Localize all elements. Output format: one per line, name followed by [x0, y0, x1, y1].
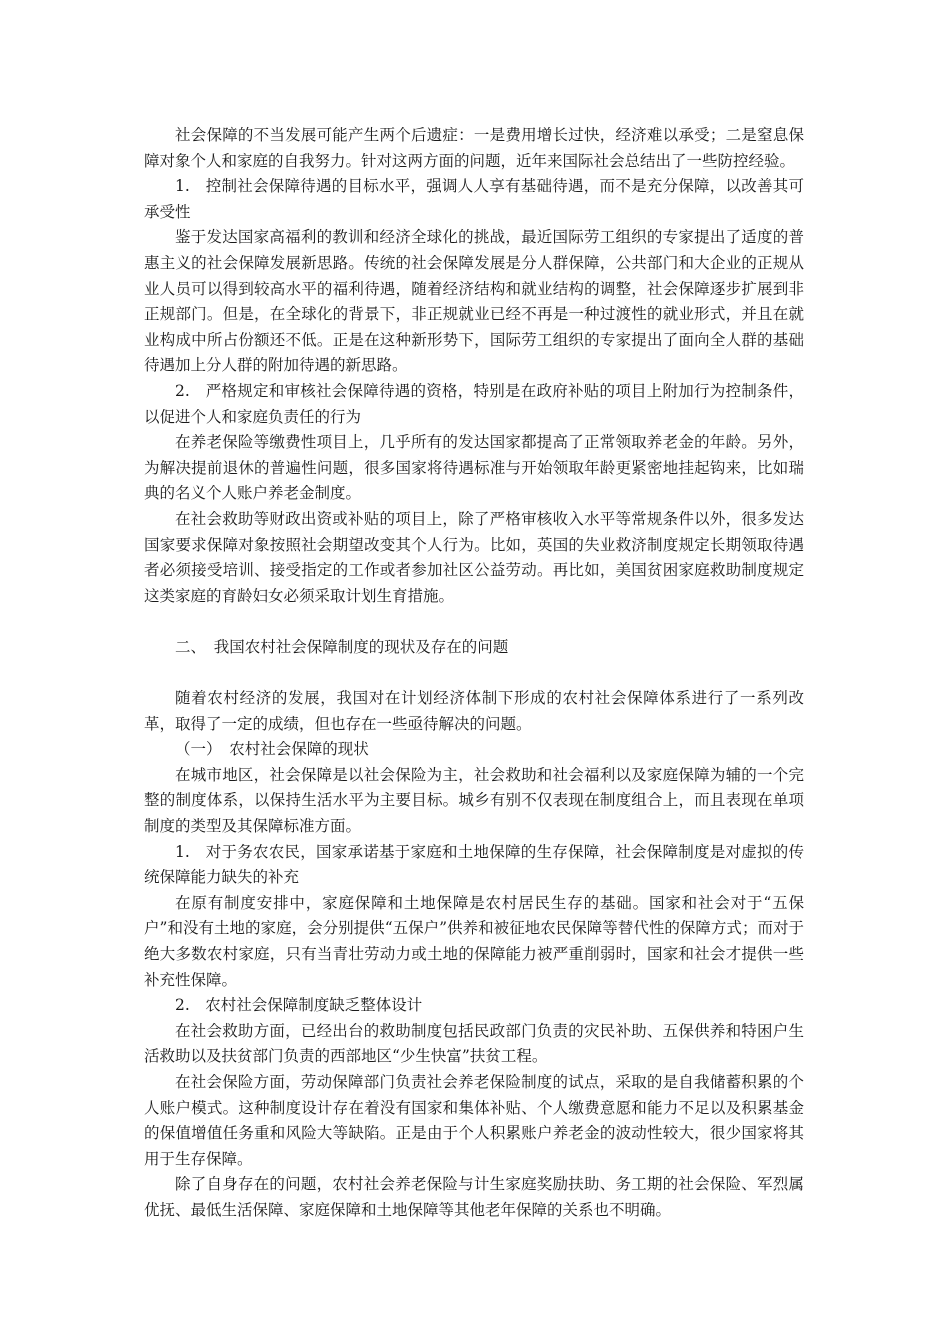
spacer [144, 609, 804, 635]
subsection-heading: （一） 农村社会保障的现状 [175, 740, 369, 759]
paragraph: 在社会保险方面，劳动保障部门负责社会养老保险制度的试点，采取的是自我储蓄积累的个人账户模式。这种制度设计存在着没有国家和集体补贴、个人缴费意愿和能力不足以及积累基金的保值增值任务重和风险大等缺陷。正是由于个人积累账户养老金的波动性较大，很少国家将其用于生存保障。 [144, 1072, 804, 1168]
paragraph: 在社会救助方面，已经出台的救助制度包括民政部门负责的灾民补助、五保供养和特困户生活救助以及扶贫部门负责的西部地区“少生快富”扶贫工程。 [144, 1021, 804, 1066]
paragraph: 在养老保险等缴费性项目上，几乎所有的发达国家都提高了正常领取养老金的年龄。另外，为解决提前退休的普遍性问题，很多国家将待遇标准与开始领取年龄更紧密地挂起钩来，比如瑞典的名义个人账户养老金制度。 [144, 433, 804, 503]
paragraph: 除了自身存在的问题，农村社会养老保险与计生家庭奖励扶助、务工期的社会保险、军烈属优抚、最低生活保障、家庭保障和土地保障等其他老年保障的关系也不明确。 [144, 1175, 804, 1219]
document-body [144, 123, 804, 1224]
paragraph: 在城市地区，社会保障是以社会保险为主，社会救助和社会福利以及家庭保障为辅的一个完整的制度体系，以保持生活水平为主要目标。城乡有别不仅表现在制度组合上，而且表现在单项制度的类型及其保障标准方面。 [144, 765, 804, 836]
paragraph: 随着农村经济的发展，我国对在计划经济体制下形成的农村社会保障体系进行了一系列改革，取得了一定的成绩，但也存在一些亟待解决的问题。 [144, 689, 804, 733]
subheading-2: 2. 严格规定和审核社会保障待遇的资格，特别是在政府补贴的项目上附加行为控制条件，以促进个人和家庭负责任的行为 [144, 381, 804, 426]
section-heading: 二、 我国农村社会保障制度的现状及存在的问题 [175, 637, 509, 656]
subheading-3: 1. 对于务农农民，国家承诺基于家庭和土地保障的生存保障，社会保障制度是对虚拟的传统保障能力缺失的补充 [144, 842, 804, 887]
subheading-4: 2. 农村社会保障制度缺乏整体设计 [175, 996, 423, 1015]
spacer [144, 660, 804, 686]
paragraph: 鉴于发达国家高福利的教训和经济全球化的挑战，最近国际劳工组织的专家提出了适度的普惠主义的社会保障发展新思路。传统的社会保障发展是分人群保障，公共部门和大企业的正规从业人员可以得到较高水平的福利待遇，随着经济结构和就业结构的调整，社会保障逐步扩展到非正规部门。但是，在全球化的背景下，非正规就业已经不再是一种过渡性的就业形式，并且在就业构成中所占份额还不低。正是在这种新形势下，国际劳工组织的专家提出了面向全人群的基础待遇加上分人群的附加待遇的新思路。 [144, 228, 804, 375]
subheading-1: 1. 控制社会保障待遇的目标水平，强调人人享有基础待遇，而不是充分保障，以改善其可承受性 [144, 177, 804, 221]
paragraph: 在原有制度安排中，家庭保障和土地保障是农村居民生存的基础。国家和社会对于“五保户”和没有土地的家庭，会分别提供“五保户”供养和被征地农民保障等替代性的保障方式；而对于绝大多数农村家庭，只有当青壮劳动力或土地的保障能力被严重削弱时，国家和社会才提供一些补充性保障。 [144, 893, 804, 989]
paragraph-intro: 社会保障的不当发展可能产生两个后遗症：一是费用增长过快，经济难以承受；二是窒息保障对象个人和家庭的自我努力。针对这两方面的问题，近年来国际社会总结出了一些防控经验。 [144, 126, 804, 170]
paragraph: 在社会救助等财政出资或补贴的项目上，除了严格审核收入水平等常规条件以外，很多发达国家要求保障对象按照社会期望改变其个人行为。比如，英国的失业救济制度规定长期领取待遇者必须接受培训、接受指定的工作或者参加社区公益劳动。再比如，美国贫困家庭救助制度规定这类家庭的育龄妇女必须采取计划生育措施。 [144, 509, 804, 605]
